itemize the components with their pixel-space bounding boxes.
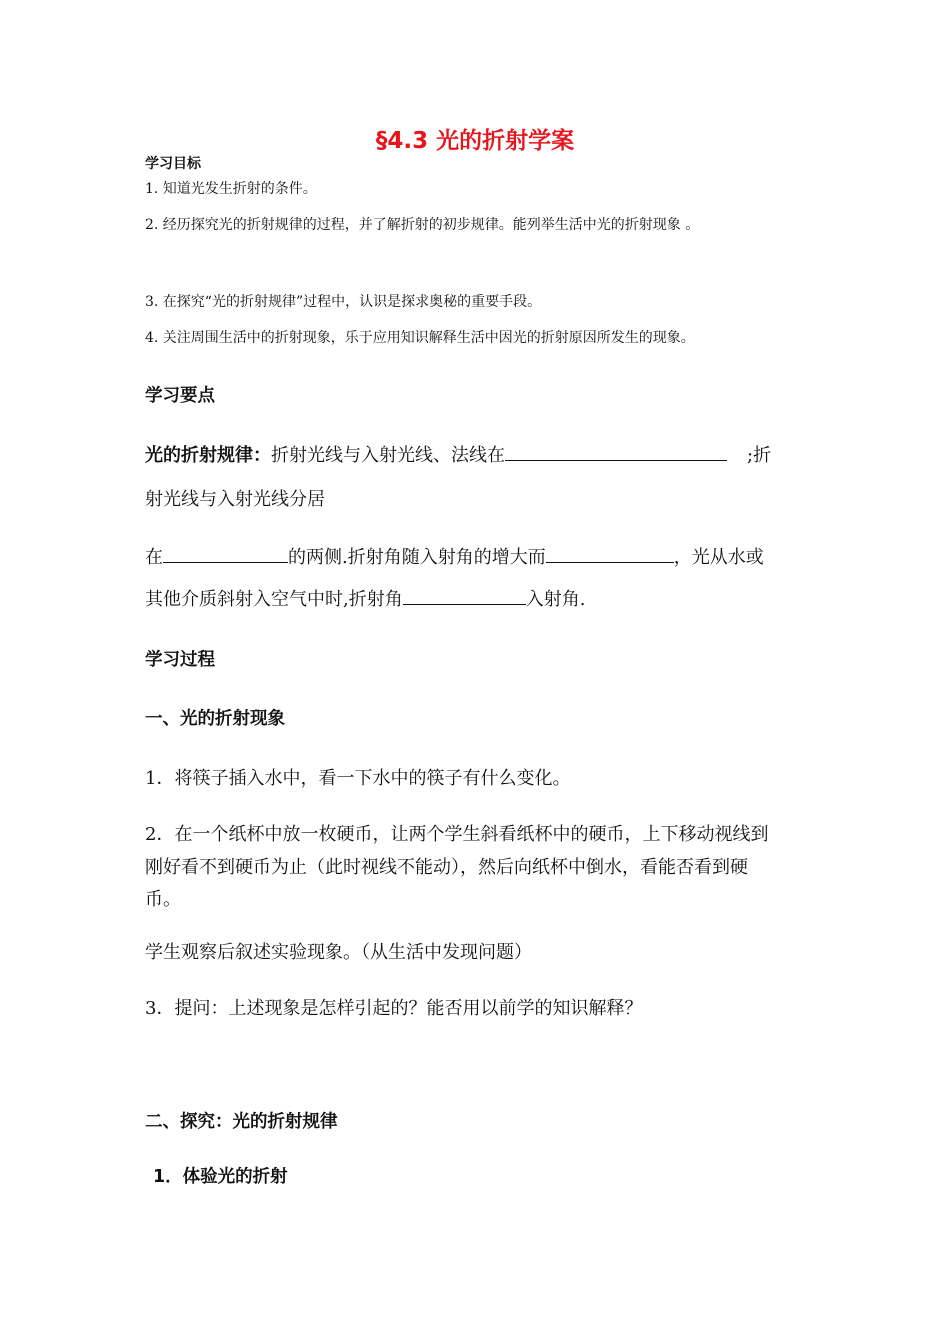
law-line-4-end: 入射角. [525,589,586,610]
law-label: 光的折射规律： [145,445,271,466]
law-line-3-start: 在 [145,547,163,568]
blank-increase[interactable] [546,544,674,563]
section1-item-2-line-2: 刚好看不到硬币为止（此时视线不能动），然后向纸杯中倒水，看能否看到硬 [145,857,748,878]
section1-item-2-line-3: 币。 [145,889,181,910]
objectives-heading: 学习目标 [145,156,201,172]
law-line-4-start: 其他介质斜射入空气中时,折射角 [145,589,403,610]
section1-item-2-line-1: 2．在一个纸杯中放一枚硬币，让两个学生斜看纸杯中的硬币，上下移动视线到 [145,824,769,845]
blank-normal[interactable] [163,544,288,563]
section1-heading: 一、光的折射现象 [145,709,285,729]
section1-item-3: 3．提问：上述现象是怎样引起的？能否用以前学的知识解释？ [145,998,643,1019]
objective-item-2: 2. 经历探究光的折射规律的过程，并了解折射的初步规律。能列举生活中光的折射现象 。 [145,217,700,233]
section2-sub-1: 1．体验光的折射 [153,1167,288,1187]
law-line-1-text: 折射光线与入射光线、法线在 [271,445,505,466]
law-line-4 [145,585,585,611]
law-line-3 [145,543,764,569]
law-line-1 [145,441,771,467]
law-line-2: 射光线与入射光线分居 [145,489,325,510]
law-line-3-mid: 的两侧.折射角随入射角的增大而 [288,547,546,568]
section1-item-1: 1．将筷子插入水中，看一下水中的筷子有什么变化。 [145,768,571,789]
page-title: §4.3 光的折射学案 [375,128,575,154]
law-line-1-end: ;折 [747,445,772,466]
objective-item-1: 1. 知道光发生折射的条件。 [145,181,317,197]
objective-item-3: 3. 在探究“光的折射规律”过程中，认识是探求奥秘的重要手段。 [145,294,542,310]
section1-observe: 学生观察后叙述实验现象。（从生活中发现问题） [145,942,532,963]
blank-angle[interactable] [403,586,526,605]
key-points-heading: 学习要点 [145,386,215,406]
section2-heading: 二、探究：光的折射规律 [145,1112,338,1132]
objective-item-4: 4. 关注周围生活中的折射现象，乐于应用知识解释生活中因光的折射原因所发生的现象。 [145,330,695,346]
law-line-3-end: ，光从水或 [673,547,764,568]
blank-plane[interactable] [505,442,727,461]
process-heading: 学习过程 [145,650,215,670]
